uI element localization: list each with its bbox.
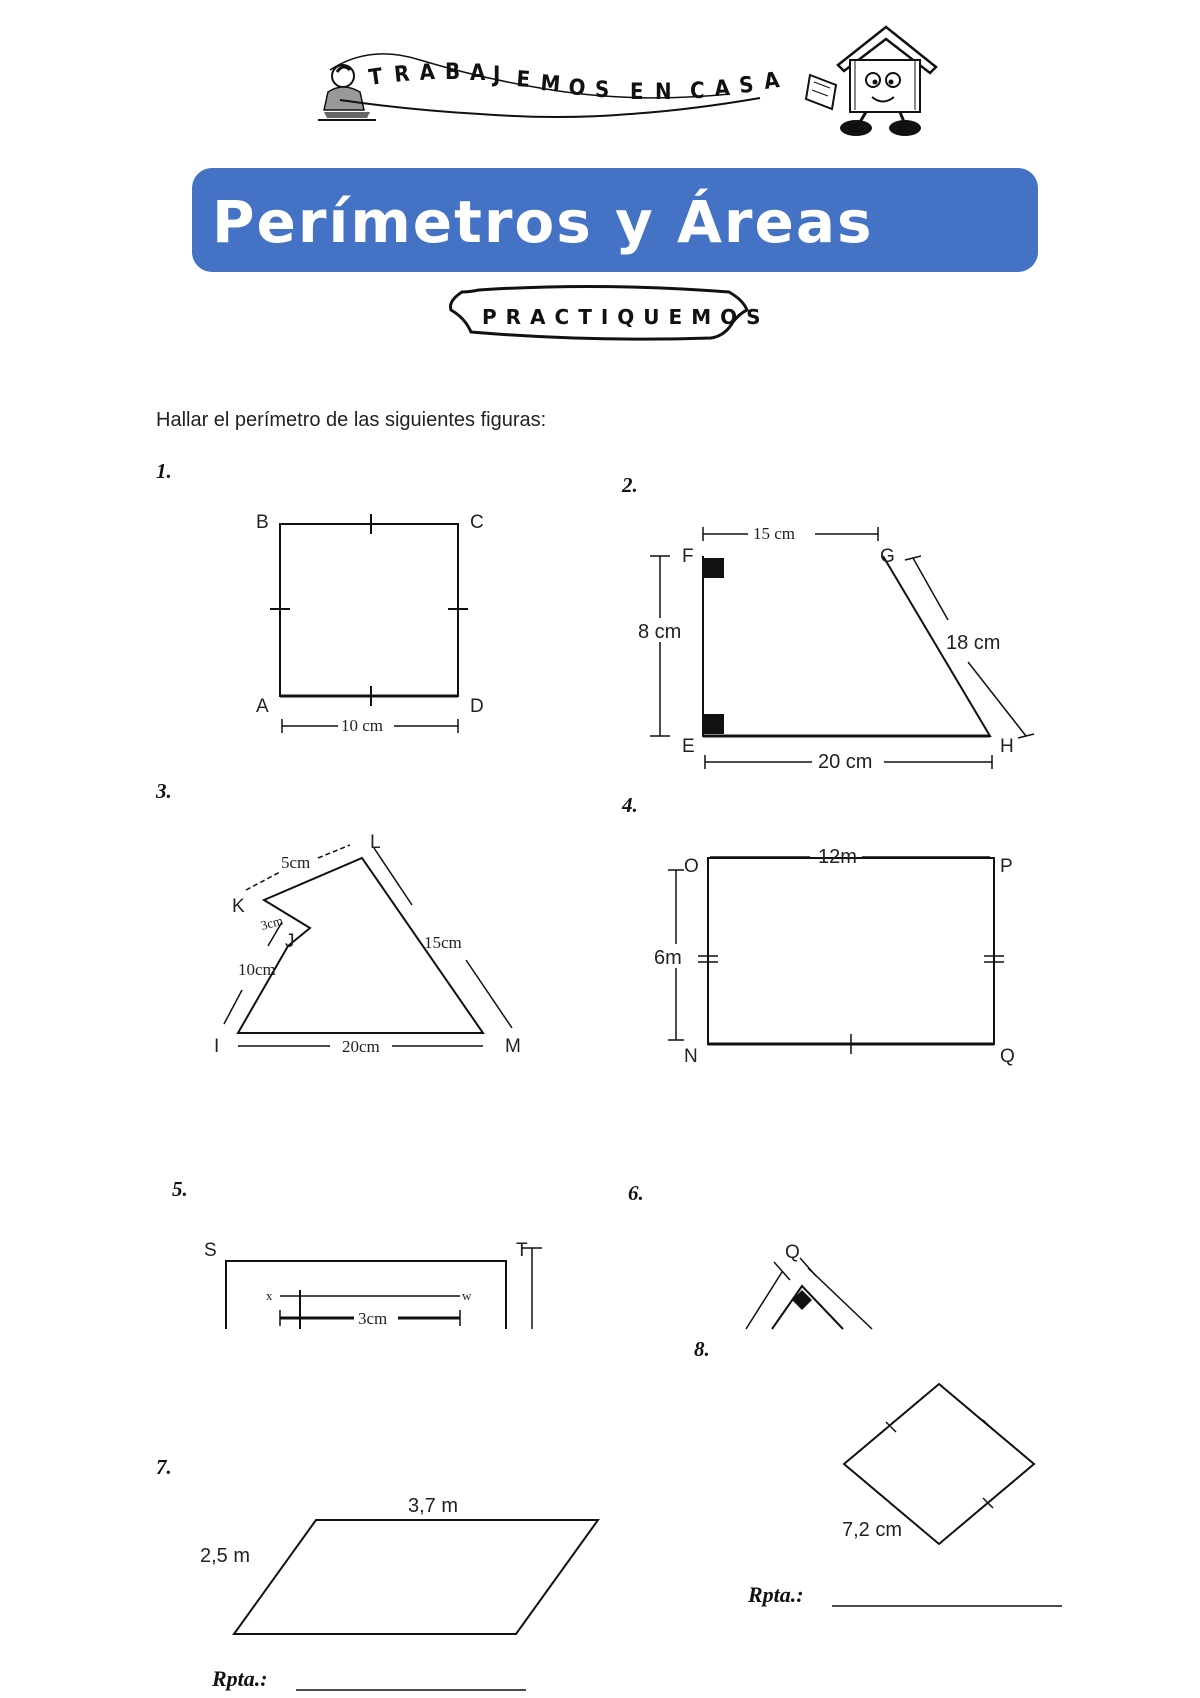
measure-label: 10 cm [341,716,384,735]
dimension-line [374,848,412,905]
header-letter: N [655,80,672,105]
tick-mark [983,1420,993,1430]
exercise-4 [621,793,1015,1067]
exercise-5 [172,1177,542,1329]
exercise-number: 7. [156,1455,172,1479]
measure-label: 7,2 cm [842,1519,903,1541]
dimension-line [746,1272,782,1329]
measure-label: 20 cm [818,751,873,773]
kid-illustration [318,65,376,120]
measure-label: 6m [654,947,682,969]
badge-label: PRACTIQUEMOS [482,305,770,329]
measure-label: 18 cm [946,632,1001,654]
header-letter: T [367,64,385,91]
exercise-number: 1. [156,459,172,483]
vertex-label: Q [785,1242,800,1263]
vertex-label: H [1000,736,1014,757]
vertex-label: B [256,512,269,533]
measure-label: 5cm [281,853,311,872]
vertex-label: C [470,512,484,533]
figure-partial [772,1286,843,1329]
dimension-line [808,1268,872,1329]
header-title [367,60,781,105]
measure-label: 20cm [342,1037,380,1056]
answer-label: Rpta.: [212,1666,268,1691]
vertex-label: F [682,546,694,567]
exercise-number: 4. [622,793,638,817]
exercise-number: 6. [628,1181,644,1205]
measure-label: 2,5 m [200,1545,251,1567]
dimension-line [913,558,948,620]
instruction-text: Hallar el perímetro de las siguientes figuras: [156,409,547,431]
exercise-2 [621,473,1034,773]
dimension-line [968,662,1026,736]
answer-label: Rpta.: [748,1582,804,1607]
measure-label: 12m [818,846,857,868]
title-banner [192,168,1038,272]
vertex-label: A [256,696,269,717]
vertex-label: T [516,1240,528,1261]
exercise-8 [694,1337,1062,1607]
vertex-label: I [214,1036,220,1057]
header-letter: C [690,79,705,104]
measure-label: 15 cm [753,524,796,543]
header-letter: E [630,80,644,105]
header-letter: M [539,71,562,98]
dimension-line [318,845,350,858]
measure-label: 10cm [238,960,276,979]
header-letter: R [393,61,411,88]
header-letter: S [738,72,755,99]
measure-label: 3cm [258,912,285,933]
vertex-label: E [682,736,695,757]
vertex-label: J [285,931,295,952]
header-letter: O [567,75,587,102]
exercise-6 [628,1181,872,1329]
vertex-label: M [505,1036,521,1057]
right-angle-mark [704,558,724,578]
header-letter: A [762,68,782,95]
rectangle-opqn [708,858,994,1044]
header-letter: E [515,67,531,93]
vertex-label: O [684,856,699,877]
header-letter: A [418,59,436,86]
exercise-number: 5. [172,1177,188,1201]
dimension-line [224,990,242,1024]
header-letter: S [595,78,610,103]
vertex-label: L [370,832,381,853]
header-letter: A [470,61,486,86]
right-angle-mark [704,714,724,734]
parallelogram [234,1520,598,1634]
house-mascot-illustration [806,27,936,136]
vertex-label: D [470,696,484,717]
vertex-label: x [266,1288,273,1303]
banner-title: Perímetros y Áreas [212,188,874,256]
vertex-label: w [462,1288,472,1303]
exercise-number: 3. [156,779,172,803]
measure-label: 15cm [424,933,462,952]
header-letter: B [445,60,461,85]
header-letter: J [493,63,501,88]
vertex-label: Q [1000,1046,1015,1067]
exercise-number: 2. [622,473,638,497]
header-logo [318,27,936,136]
exercise-number: 8. [694,1337,710,1361]
measure-label: 3,7 m [408,1495,459,1517]
measure-label: 8 cm [638,621,682,643]
dimension-line [246,872,280,890]
vertex-label: S [204,1240,217,1261]
measure-label: 3cm [358,1309,388,1328]
vertex-label: P [1000,856,1013,877]
practiquemos-badge [450,286,769,339]
exercise-7 [156,1455,598,1691]
square-abcd [280,524,458,696]
exercise-3 [155,779,521,1057]
vertex-label: K [232,896,245,917]
header-letter: A [713,75,731,102]
exercise-1 [156,459,484,735]
vertex-label: N [684,1046,698,1067]
vertex-label: G [880,546,895,567]
